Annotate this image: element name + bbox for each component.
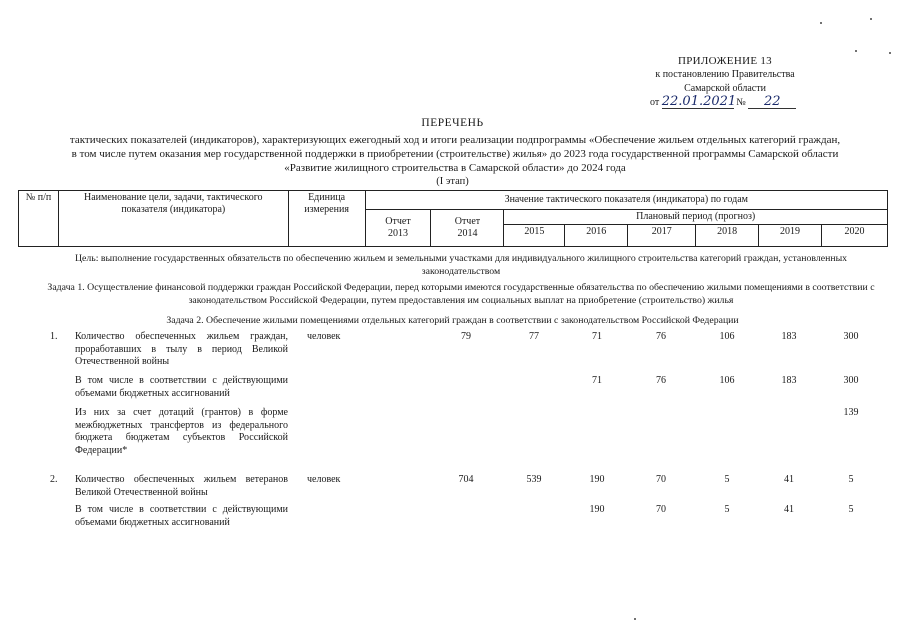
header-unit: Единица измерения <box>288 191 365 247</box>
scan-speck <box>870 18 872 20</box>
header-report-2013 <box>365 210 431 247</box>
row-unit: человек <box>307 474 341 485</box>
header-year: 2019 <box>759 225 822 247</box>
scan-speck <box>634 618 636 620</box>
subtitle-line: тактических показателей (индикаторов), характеризующих ежегодный ход и итоги реализации подпрограммы «Обеспечение жильем отдельных категорий граждан, <box>69 134 841 146</box>
row-value: 5 <box>848 504 854 515</box>
row-value: 71 <box>592 331 602 342</box>
row-value: 41 <box>784 504 794 515</box>
row-value: 300 <box>843 331 859 342</box>
appendix-date-line <box>590 96 860 110</box>
task-1-text: Задача 1. Осуществление финансовой поддержки граждан Российской Федерации, перед которыми имеются государственные обязательства по обеспечению жилыми помещениями в соответствии с законодательством Российской Федерации, путем предоставления им социальных выплат на приобретение (строительство) жилья <box>47 282 875 306</box>
row-name: Количество обеспеченных жильем граждан, проработавших в тылу в период Великой Отечественной войны <box>75 331 288 367</box>
row-value: 76 <box>656 375 666 386</box>
goal-text: Цель: выполнение государственных обязательств по обеспечению жильем и земельными участками для индивидуального жилищного строительства категорий граждан, установленных законодательством <box>74 253 848 277</box>
appendix-block <box>590 54 860 110</box>
report-year: 2013 <box>388 228 409 239</box>
row-name: В том числе в соответствии с действующими объемами бюджетных ассигнований <box>75 375 288 399</box>
row-number: 1. <box>50 331 58 342</box>
appendix-line-2: Самарской области <box>684 83 766 94</box>
scan-speck <box>820 22 822 24</box>
row-value: 183 <box>781 331 797 342</box>
header-report-2014 <box>431 210 504 247</box>
row-value: 106 <box>719 331 735 342</box>
row-value: 190 <box>589 474 605 485</box>
row-value: 70 <box>656 474 666 485</box>
indicator-table-header <box>18 190 888 247</box>
handwritten-date: 22.01.2021 <box>661 94 737 109</box>
header-name: Наименование цели, задачи, тактического показателя (индикатора) <box>58 191 288 247</box>
row-name: Из них за счет дотаций (грантов) в форме межбюджетных трансфертов из федерального бюджета бюджетам субъектов Российской Федерации* <box>75 407 288 456</box>
row-value: 539 <box>526 474 542 485</box>
row-value: 190 <box>589 504 605 515</box>
scan-speck <box>889 52 891 54</box>
row-value: 5 <box>724 474 730 485</box>
row-unit: человек <box>307 331 341 342</box>
row-value: 70 <box>656 504 666 515</box>
header-year: 2017 <box>628 225 696 247</box>
document-title: ПЕРЕЧЕНЬ <box>421 117 484 129</box>
row-value: 5 <box>724 504 730 515</box>
scan-speck <box>855 50 857 52</box>
report-year: 2014 <box>457 228 478 239</box>
report-label: Отчет <box>454 216 481 227</box>
subtitle-line: в том числе путем оказания мер государственной поддержки в приобретении (строительстве) жилья» до 2023 года государственной программы Самарской области <box>71 148 839 160</box>
row-name: В том числе в соответствии с действующими объемами бюджетных ассигнований <box>75 504 288 528</box>
report-label: Отчет <box>385 216 411 227</box>
header-plan-title: Плановый период (прогноз) <box>504 210 888 225</box>
row-value: 79 <box>461 331 471 342</box>
row-value: 71 <box>592 375 602 386</box>
row-value: 106 <box>719 375 735 386</box>
row-value: 300 <box>843 375 859 386</box>
header-values-title: Значение тактического показателя (индикатора) по годам <box>365 191 887 210</box>
handwritten-number: 22 <box>748 96 796 109</box>
number-prefix: № <box>736 97 746 108</box>
header-year: 2018 <box>696 225 759 247</box>
row-value: 41 <box>784 474 794 485</box>
row-value: 139 <box>843 407 859 418</box>
header-num: № п/п <box>19 191 59 247</box>
subtitle-line: «Развитие жилищного строительства в Самарской области» до 2024 года <box>284 162 626 174</box>
header-year: 2020 <box>821 225 887 247</box>
stage-label: (I этап) <box>436 176 469 187</box>
row-value: 704 <box>458 474 474 485</box>
header-year: 2016 <box>565 225 628 247</box>
row-name: Количество обеспеченных жильем ветеранов Великой Отечественной войны <box>75 474 288 498</box>
header-year: 2015 <box>504 225 565 247</box>
row-value: 183 <box>781 375 797 386</box>
appendix-title: ПРИЛОЖЕНИЕ 13 <box>678 55 772 67</box>
task-2-text: Задача 2. Обеспечение жилыми помещениями отдельных категорий граждан в соответствии с законодательством Российской Федерации <box>166 315 739 326</box>
document-subtitle <box>20 133 890 175</box>
row-value: 76 <box>656 331 666 342</box>
row-value: 5 <box>848 474 854 485</box>
date-prefix: от <box>650 97 660 108</box>
row-value: 77 <box>529 331 539 342</box>
row-number: 2. <box>50 474 58 485</box>
appendix-line-1: к постановлению Правительства <box>655 69 795 80</box>
